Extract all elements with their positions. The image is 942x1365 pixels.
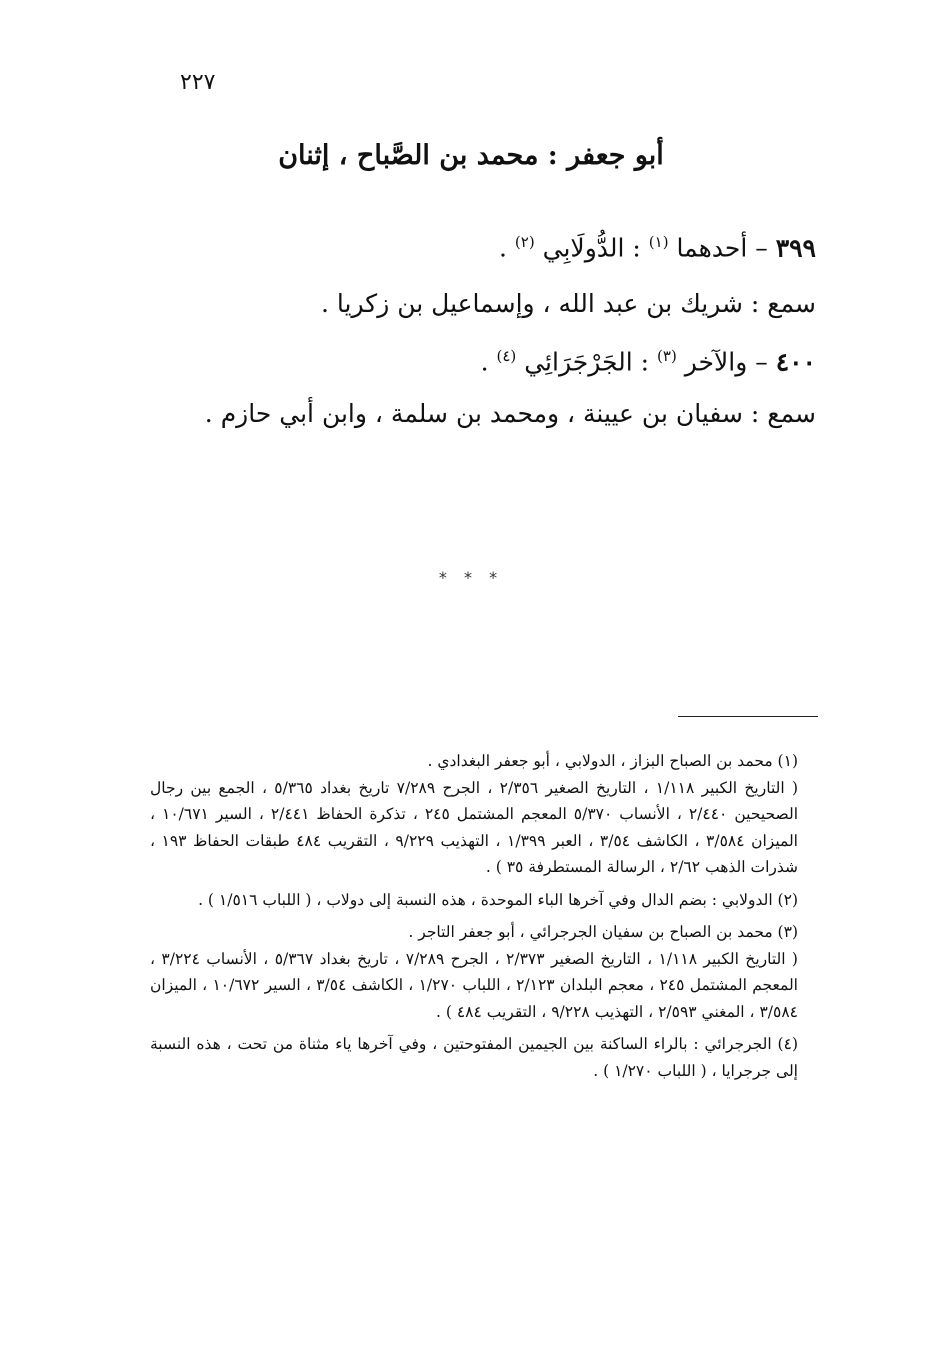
entry-text: أحدهما <box>676 233 748 263</box>
footnote-line: (٤) الجرجرائي : بالراء الساكنة بين الجيمين المفتوحتين ، وفي آخرها ياء مثناة من تحت ، هذه النسبة إلى جرجرايا ، ( اللباب ١/٢٧٠ ) . <box>150 1035 798 1080</box>
entry-end: . <box>480 347 489 377</box>
entry-number: ٤٠٠ <box>775 347 816 377</box>
footnote-line: ( التاريخ الكبير ١/١١٨ ، التاريخ الصغير ٢/٣٥٦ ، الجرح ٧/٢٨٩ تاريخ بغداد ٥/٣٦٥ ، الجمع بين رجال الصحيحين ٢/٤٤٠ ، الأنساب ٥/٣٧٠ المعجم المشتمل ٢٤٥ ، تذكرة الحفاظ ٢/٤٤١ ، السير ١٠/٦٧١ ، الميزان ٣/٥٨٤ ، الكاشف ٣/٥٤ ، العبر ١/٣٩٩ ، التهذيب ٩/٢٢٩ ، التقريب ٤٨٤ طبقات الحفاظ ١٩٣ ، شذرات الذهب ٢/٦٢ ، الرسالة المستطرفة ٣٥ ) . <box>150 778 799 876</box>
footnote-3 <box>150 919 818 1025</box>
footnote-1 <box>150 748 818 881</box>
entry-end: . <box>499 233 507 263</box>
footnote-ref: (٤) <box>496 347 517 365</box>
footnote-line: (١) محمد بن الصباح البزاز ، الدولابي ، أبو جعفر البغدادي . <box>427 752 798 770</box>
entry-text: والآخر <box>684 347 748 377</box>
entry-number: ٣٩٩ <box>775 233 816 263</box>
entry-400-heard-from: سمع : سفيان بن عيينة ، ومحمد بن سلمة ، وابن أبي حازم . <box>204 399 816 428</box>
entry-dash: – <box>755 233 768 263</box>
footnote-line: (٣) محمد بن الصباح بن سفيان الجرجرائي ، أبو جعفر التاجر . <box>408 923 798 941</box>
footnote-2 <box>150 887 818 914</box>
footnote-4 <box>150 1031 818 1084</box>
entry-nisba: : الجَرْجَرَائِي <box>524 347 650 377</box>
entry-400 <box>176 336 816 382</box>
entry-399-heard-from: سمع : شريك بن عبد الله ، وإسماعيل بن زكريا . <box>321 289 816 318</box>
footnote-line: ( التاريخ الكبير ١/١١٨ ، التاريخ الصغير ٢/٣٧٣ ، الجرح ٧/٢٨٩ ، تاريخ بغداد ٥/٣٦٧ ، الأنساب ٣/٢٢٤ ، المعجم المشتمل ٢٤٥ ، معجم البلدان ٢/١٢٣ ، اللباب ١/٢٧٠ ، الكاشف ٣/٥٤ ، السير ١٠/٦٧٢ ، الميزان ٣/٥٨٤ ، المغني ٢/٥٩٣ ، التهذيب ٩/٢٢٨ ، التقريب ٤٨٤ ) . <box>150 949 798 1021</box>
footnote-divider <box>678 716 818 717</box>
entry-399 <box>176 222 816 268</box>
footnote-ref: (٢) <box>514 233 535 251</box>
entry-nisba: : الدُّولَابِي <box>542 233 641 263</box>
section-heading: أبو جعفر : محمد بن الصَّباح ، إثنان <box>278 140 664 171</box>
footnotes <box>150 748 818 1090</box>
section-separator: * * * <box>438 568 504 587</box>
footnote-ref: (٣) <box>657 347 677 365</box>
footnote-ref: (١) <box>648 233 669 251</box>
footnote-line: (٢) الدولابي : بضم الدال وفي آخرها الباء الموحدة ، هذه النسبة إلى دولاب ، ( اللباب ١/٥١٦ ) . <box>198 890 798 909</box>
entry-dash: – <box>755 347 768 377</box>
page-number: ٢٢٧ <box>180 70 216 95</box>
